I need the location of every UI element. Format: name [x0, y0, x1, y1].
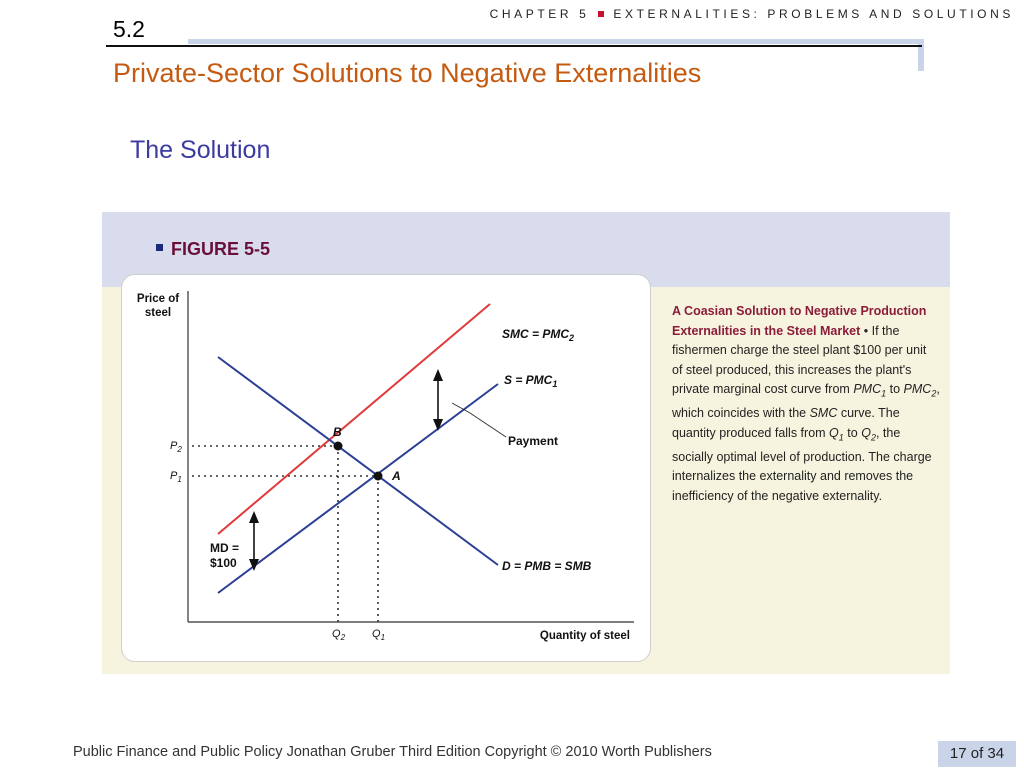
separator-square-icon	[598, 11, 604, 17]
y-axis-title-line2: steel	[144, 307, 172, 319]
q2-label: $Q_2$	[332, 628, 346, 642]
p2-label: $P_2$	[170, 440, 182, 454]
caption-text-1: If the fishermen charge the steel plant $100 per unit of steel produced, this increases the plant's private marginal cost curve from	[672, 323, 927, 396]
point-b-label: B	[333, 425, 342, 439]
caption-q1: $Q_1$	[829, 425, 844, 442]
chapter-label: CHAPTER 5	[489, 7, 590, 21]
slide-subtitle: The Solution	[130, 136, 271, 164]
x-axis-title: Quantity of steel	[539, 630, 630, 642]
payment-label: Payment	[508, 434, 559, 448]
caption-smc: SMC	[809, 406, 838, 420]
caption-text-4: , the socially optimal level of production. The charge internalizes the externality and removes the inefficiency of the negative externality.	[672, 425, 932, 503]
payment-leader-line	[452, 403, 506, 437]
chapter-header	[490, 7, 1014, 21]
point-a	[374, 472, 383, 481]
section-number: 5.2	[113, 16, 145, 42]
y-axis-title-line1: Price of	[136, 293, 180, 305]
smc-curve-label: SMC = $PMC_2$	[502, 327, 575, 343]
demand-curve	[218, 357, 498, 565]
payment-arrow-up-icon	[433, 369, 443, 381]
figure-caption	[672, 302, 940, 506]
figure-label-text: FIGURE 5-5	[171, 239, 271, 259]
caption-pmc2: $PMC_2$	[903, 382, 937, 399]
header-accent-bar	[188, 39, 924, 44]
footer-credits: Public Finance and Public Policy Jonathan Gruber Third Edition Copyright © 2010 Worth Publishers	[73, 744, 712, 760]
point-b	[334, 442, 343, 451]
header-rule	[106, 45, 922, 47]
md-label-line1: MD =	[210, 541, 240, 555]
p1-label: $P_1$	[170, 470, 182, 484]
caption-to-1: to	[889, 382, 901, 396]
figure-panel	[102, 212, 950, 674]
point-a-label: A	[392, 469, 401, 483]
slide-title: Private-Sector Solutions to Negative Externalities	[113, 58, 702, 88]
caption-text-2: , which coincides with the	[672, 382, 940, 420]
coasian-solution-diagram	[122, 275, 650, 661]
caption-title: A Coasian Solution to Negative Production Externalities in the Steel Market	[672, 304, 927, 338]
caption-to-2: to	[847, 425, 858, 440]
page-counter: 17 of 34	[938, 741, 1016, 767]
chapter-topic: EXTERNALITIES: PROBLEMS AND SOLUTIONS	[613, 7, 1014, 21]
supply-curve-label: $S = PMC_1$	[504, 373, 558, 389]
caption-pmc1: $PMC_1$	[853, 382, 887, 399]
caption-bullet: •	[863, 323, 869, 338]
q1-label: $Q_1$	[372, 628, 386, 642]
diagram-box	[121, 274, 651, 662]
caption-q2: $Q_2$	[861, 425, 876, 442]
md-label-line2: $100	[210, 556, 237, 570]
demand-curve-label: D = PMB = SMB	[502, 559, 592, 573]
header-accent-bar-vertical	[918, 39, 924, 71]
md-arrow-up-icon	[249, 511, 259, 523]
smc-curve	[218, 304, 490, 534]
bullet-square-icon	[156, 244, 163, 251]
caption-text-3: curve. The quantity produced falls from	[672, 406, 900, 440]
figure-label	[156, 239, 270, 260]
